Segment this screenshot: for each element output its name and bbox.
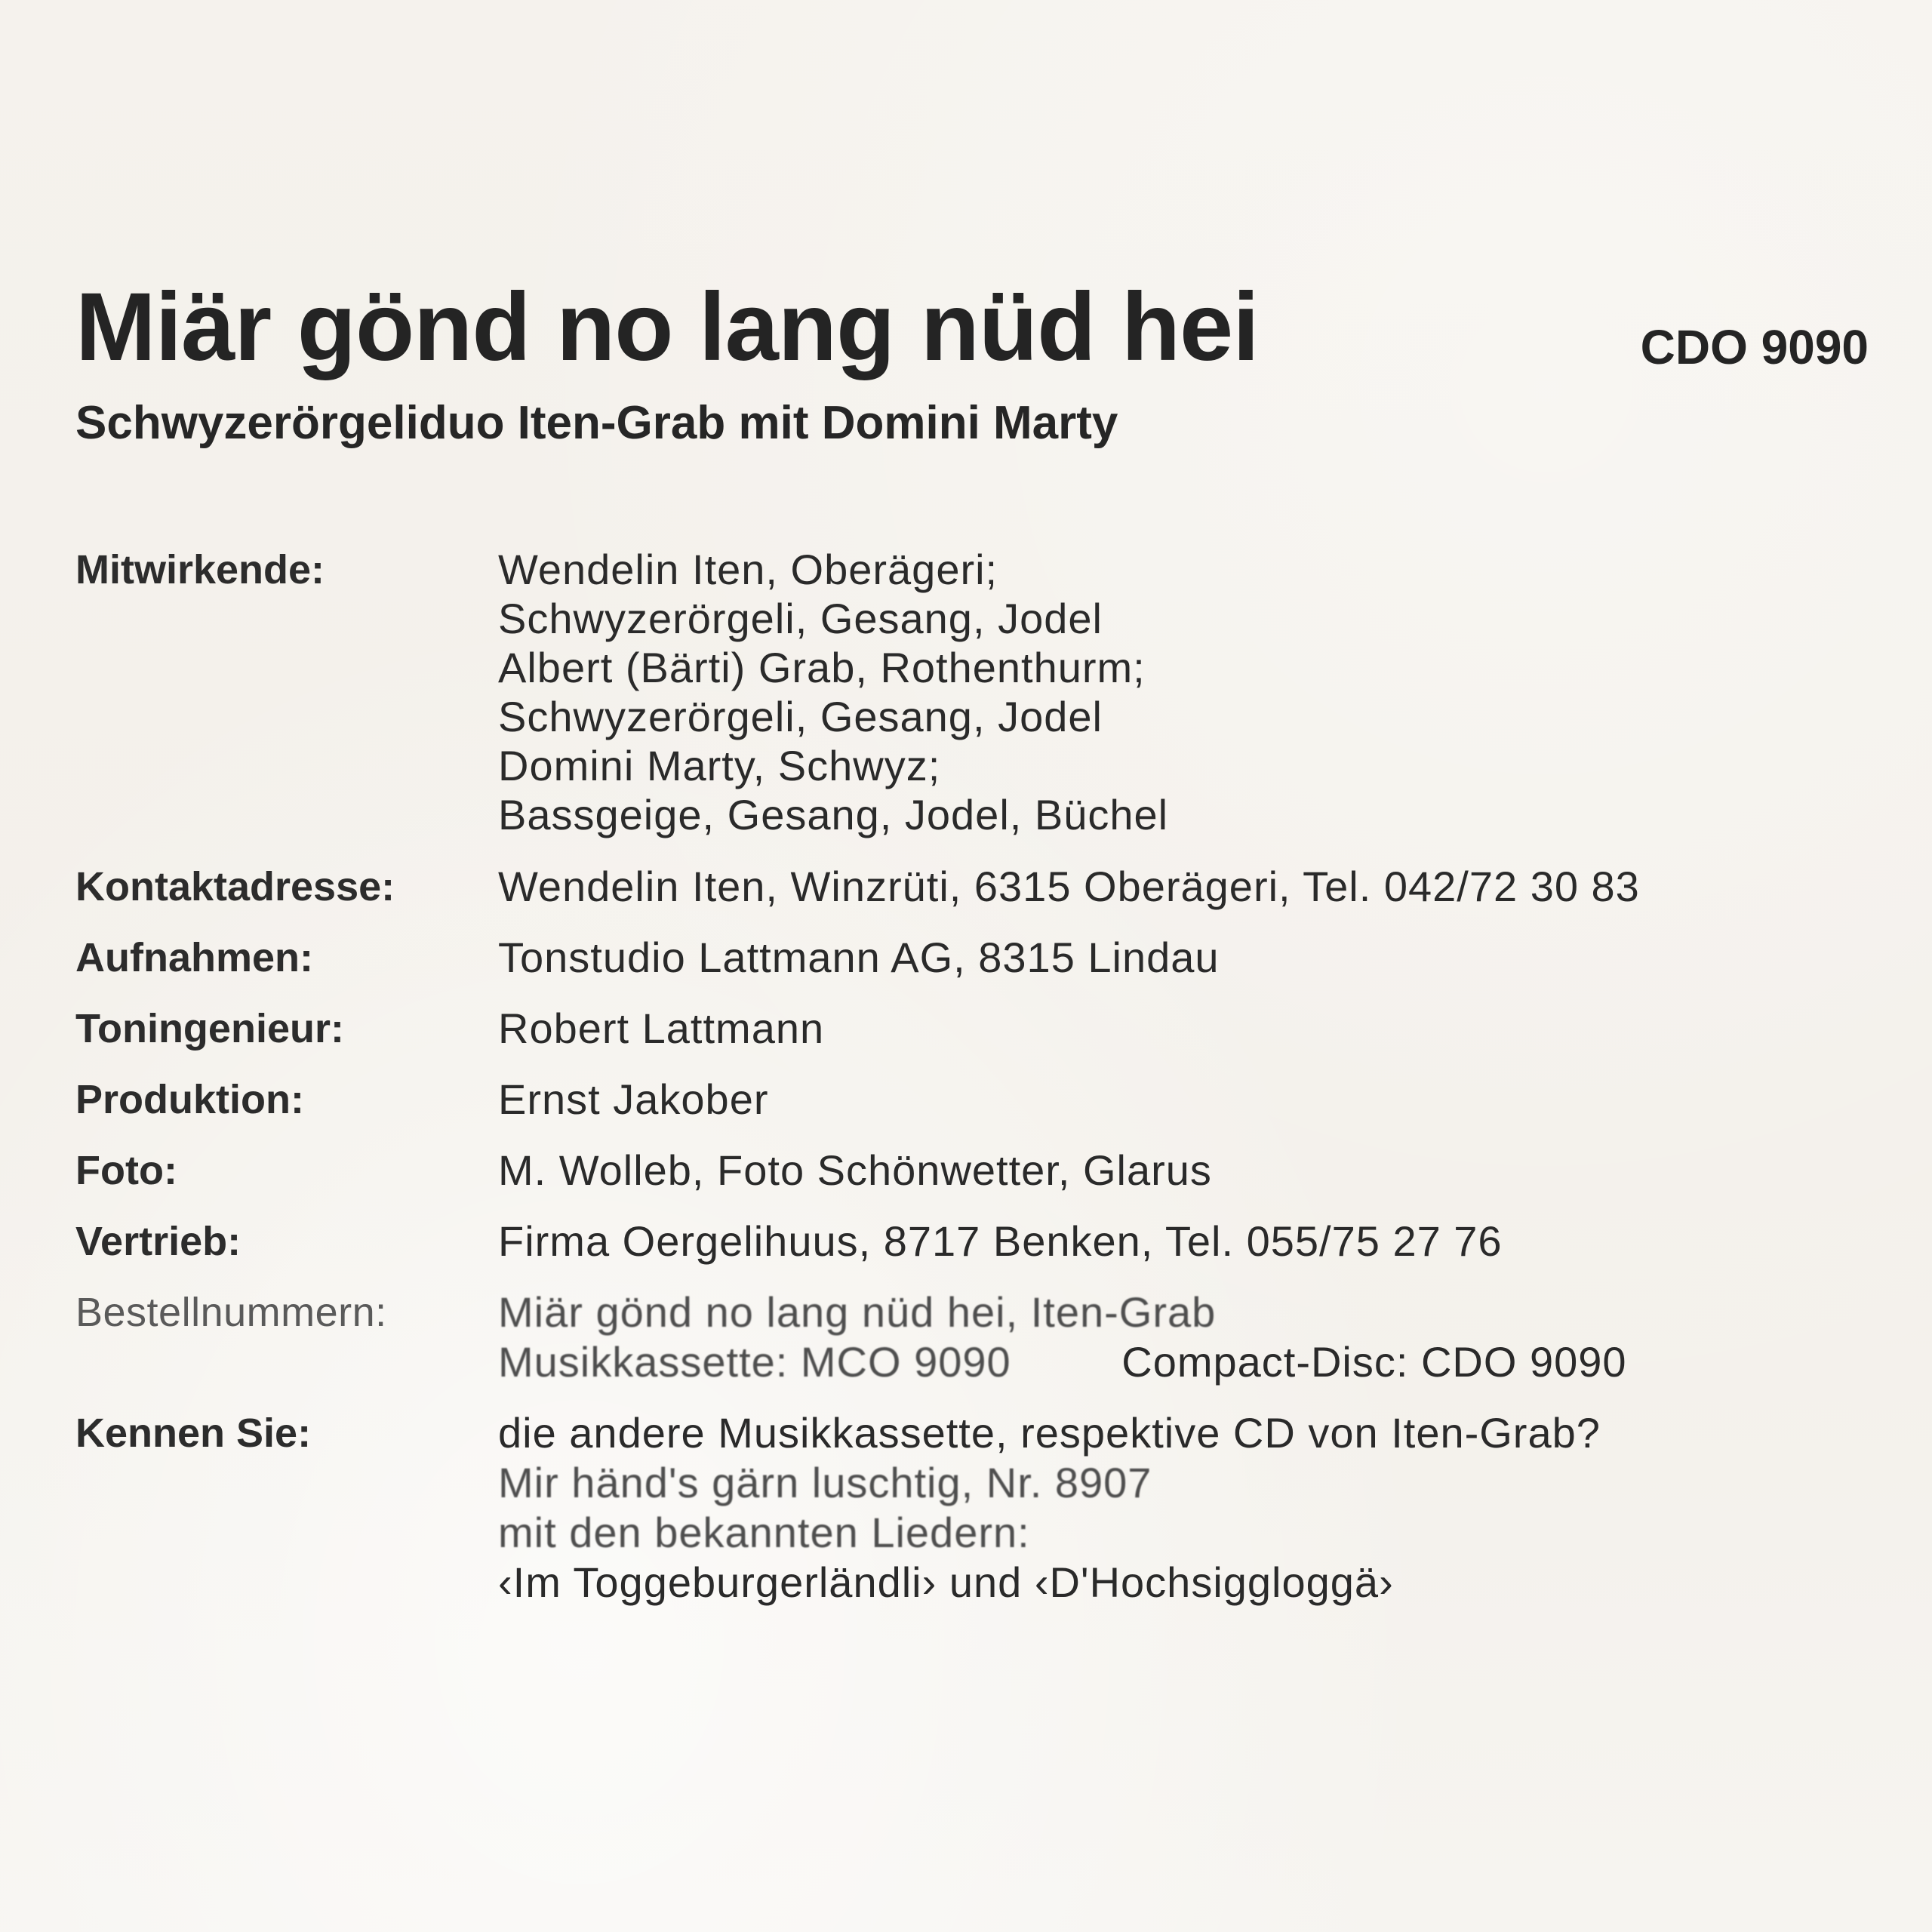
credit-row-foto [75, 1146, 1887, 1195]
credit-label-produktion: Produktion: [75, 1077, 304, 1122]
catalog-number: CDO 9090 [1640, 320, 1869, 374]
credit-value-produktion: Ernst Jakober [498, 1075, 769, 1123]
promo-line: ‹Im Toggeburgerländli› und ‹D'Hochsiggloggä› [498, 1558, 1394, 1606]
performer-line: Schwyzerörgeli, Gesang, Jodel [498, 693, 1103, 740]
credit-label-aufnahmen: Aufnahmen: [75, 935, 313, 980]
credits-list [75, 545, 1887, 1607]
credit-row-produktion [75, 1075, 1887, 1124]
credit-row-aufnahmen [75, 933, 1887, 983]
performer-line: Wendelin Iten, Oberägeri; [498, 546, 998, 593]
promo-line: die andere Musikkassette, respektive CD von Iten-Grab? [498, 1409, 1601, 1457]
promo-line: mit den bekannten Liedern: [498, 1509, 1030, 1556]
promo-line: Mir händ's gärn luschtig, Nr. 8907 [498, 1459, 1152, 1506]
credit-value-kontaktadresse: Wendelin Iten, Winzrüti, 6315 Oberägeri, Tel. 042/72 30 83 [498, 863, 1640, 910]
credit-value-mitwirkende [498, 545, 1168, 839]
performer-line: Schwyzerörgeli, Gesang, Jodel [498, 595, 1103, 642]
credit-label-foto: Foto: [75, 1148, 177, 1193]
credit-label-vertrieb: Vertrieb: [75, 1219, 242, 1264]
performer-line: Bassgeige, Gesang, Jodel, Büchel [498, 791, 1169, 838]
credit-label-kontaktadresse: Kontaktadresse: [75, 864, 395, 909]
credit-label-mitwirkende: Mitwirkende: [75, 547, 325, 592]
credit-value-aufnahmen: Tonstudio Lattmann AG, 8315 Lindau [498, 934, 1220, 981]
order-numbers-line [498, 1337, 1627, 1387]
credit-value-foto: M. Wolleb, Foto Schönwetter, Glarus [498, 1146, 1212, 1194]
performer-line: Albert (Bärti) Grab, Rothenthurm; [498, 644, 1146, 691]
order-title-line: Miär gönd no lang nüd hei, Iten-Grab [498, 1288, 1217, 1336]
order-cd-number: Compact-Disc: CDO 9090 [1121, 1338, 1627, 1386]
credit-row-kontaktadresse [75, 862, 1887, 912]
credit-row-vertrieb [75, 1217, 1887, 1266]
credit-row-mitwirkende [75, 545, 1887, 839]
credit-label-toningenieur: Toningenieur: [75, 1006, 344, 1051]
album-title: Miär gönd no lang nüd hei [75, 273, 1259, 381]
credit-row-toningenieur [75, 1004, 1887, 1054]
credit-row-kennen-sie [75, 1408, 1887, 1607]
performer-line: Domini Marty, Schwyz; [498, 742, 941, 789]
credit-row-bestellnummern [75, 1287, 1887, 1387]
order-mc-number: Musikkassette: MCO 9090 [498, 1338, 1011, 1386]
album-subtitle: Schwyzerörgeliduo Iten-Grab mit Domini Marty [75, 397, 1118, 449]
credit-label-kennen-sie: Kennen Sie: [75, 1411, 312, 1456]
credit-label-bestellnummern: Bestellnummern: [75, 1290, 387, 1335]
credit-value-vertrieb: Firma Oergelihuus, 8717 Benken, Tel. 055/75 27 76 [498, 1217, 1503, 1265]
credit-value-toningenieur: Robert Lattmann [498, 1004, 825, 1052]
